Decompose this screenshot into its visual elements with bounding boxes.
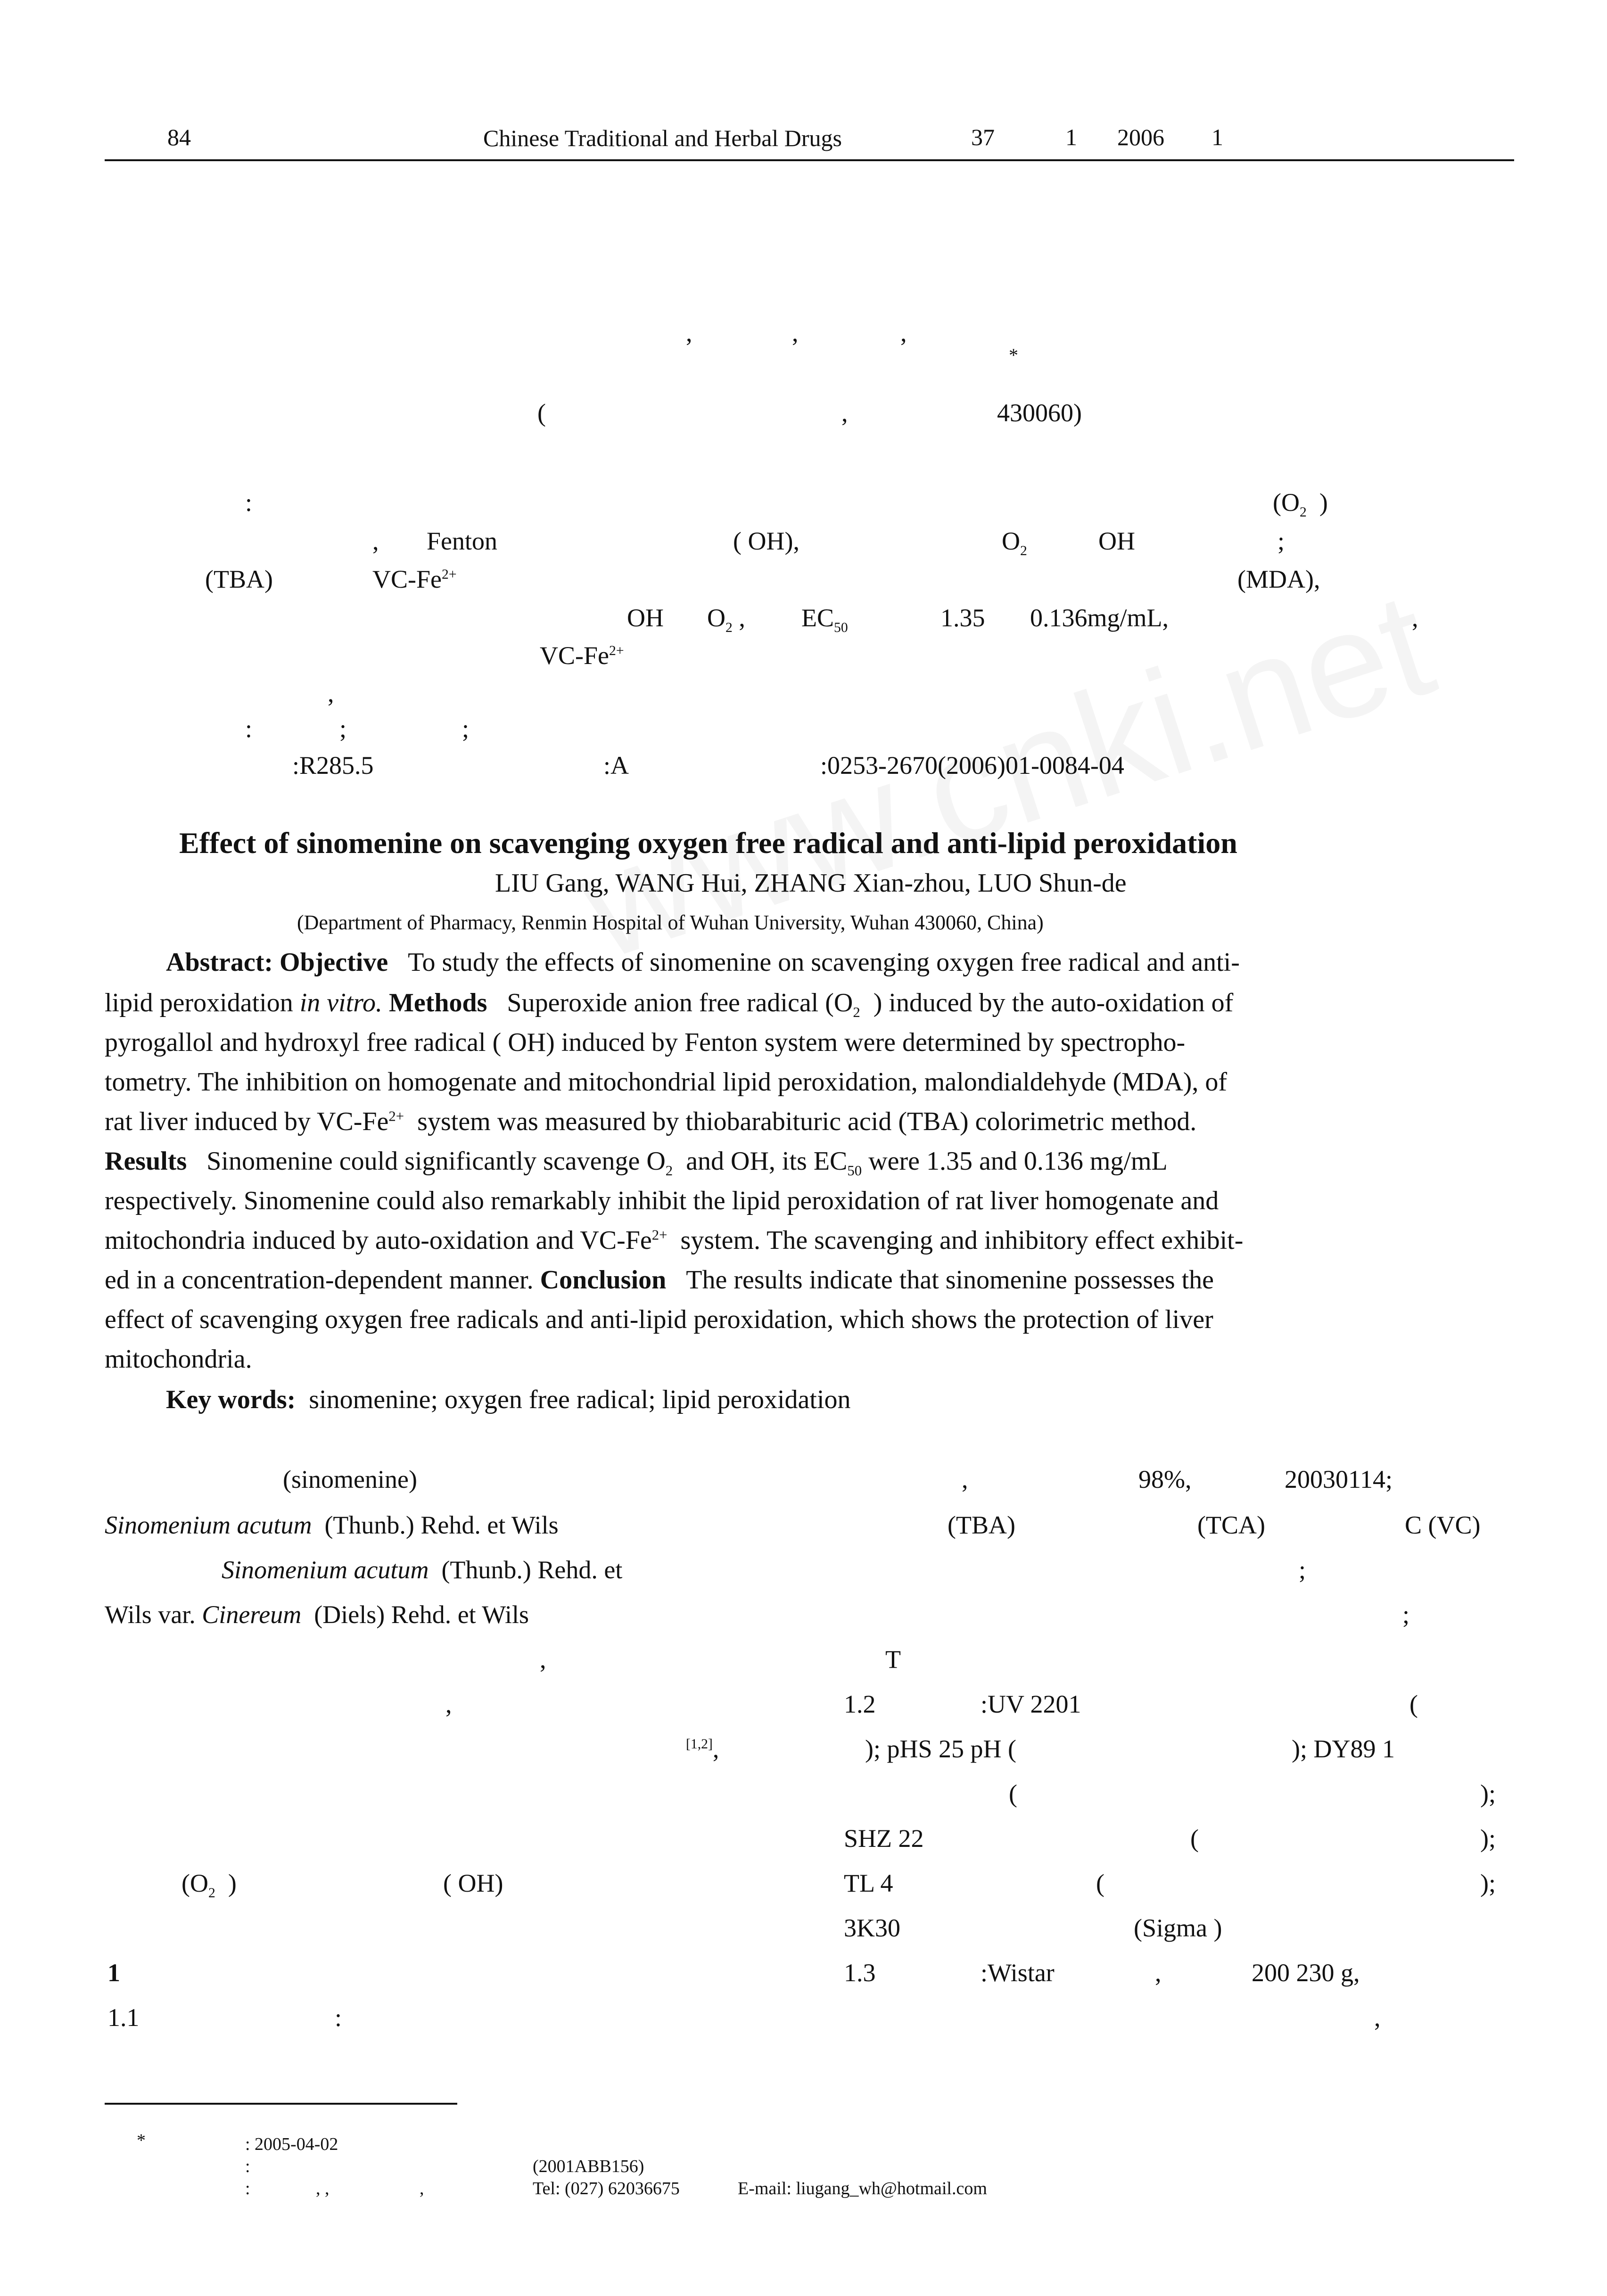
right-l2-tba: (TBA)	[948, 1511, 1015, 1539]
footnote-author-commas: , ,	[316, 2179, 330, 2198]
cn-abs-oh: ( OH),	[733, 527, 799, 555]
abstract-line-10: effect of scavenging oxygen free radicals and anti-lipid peroxidation, which shows the protection of liver	[105, 1305, 1213, 1334]
corresponding-star: *	[1009, 344, 1018, 366]
cn-abs-l2-comma: ,	[372, 527, 379, 555]
cn-abs-l4-val2: 0.136mg/mL,	[1030, 604, 1169, 632]
journal-name: Chinese Traditional and Herbal Drugs	[483, 125, 842, 151]
cn-postcode: 430060)	[997, 399, 1082, 427]
english-authors: LIU Gang, WANG Hui, ZHANG Xian-zhou, LUO Shun-de	[495, 869, 1127, 898]
abstract-line-4: tometry. The inhibition on homogenate and mitochondrial lipid peroxidation, malondialdehyde (MDA), of	[105, 1067, 1228, 1097]
left-line-6: ,	[445, 1690, 452, 1718]
abstract-line-6: Results Sinomenine could significantly scavenge $O_2$ and OH, its $EC_{50}$ were 1.35 and 0.136 mg/mL	[105, 1147, 1168, 1179]
cn-abs-l4-comma2: ,	[1412, 604, 1418, 632]
cn-abs-vcfe: $VC-Fe^{2+}$	[372, 565, 457, 593]
left-line-3: Sinomenium acutum (Thunb.) Rehd. et	[222, 1556, 623, 1584]
right-l9-close: );	[1480, 1824, 1496, 1853]
document-code: :A	[603, 751, 629, 779]
abstract-line-7: respectively. Sinomenine could also remarkably inhibit the lipid peroxidation of rat liver homogenate and	[105, 1186, 1219, 1215]
cn-abstract-o2: ($O_2$ )	[1273, 488, 1328, 520]
abstract-line-8: mitochondria induced by auto-oxidation and $VC-Fe^{2+}$ system. The scavenging and inhibitory effect exhibit-	[105, 1226, 1244, 1255]
conclusion-label: Conclusion	[540, 1265, 667, 1295]
cn-abs-semicolon: ;	[1277, 527, 1285, 555]
right-l1-batch: 20030114;	[1285, 1465, 1393, 1493]
section-1-1-colon: :	[335, 2003, 342, 2032]
footnote-email: E-mail: liugang_wh@hotmail.com	[738, 2179, 987, 2198]
right-l5: T	[885, 1645, 901, 1673]
right-l11-sigma: (Sigma )	[1134, 1914, 1222, 1942]
left-line-8: ($O_2$ )	[181, 1869, 237, 1901]
cn-kw-semi1: ;	[339, 714, 347, 743]
footnote-rule	[105, 2103, 457, 2105]
abstract-line-3: pyrogallol and hydroxyl free radical ( OH) induced by Fenton system were determined by spectropho-	[105, 1028, 1186, 1057]
right-l7-phs: ); pHS 25 pH (	[865, 1735, 1016, 1763]
abstract-label: Abstract:	[166, 948, 273, 977]
right-l8-open: (	[1009, 1779, 1017, 1808]
cn-abs-l4-o2: $O_2$ ,	[707, 604, 745, 635]
footnote-fund-colon: :	[245, 2157, 250, 2176]
month: 1	[1211, 124, 1223, 150]
right-l9-shz: SHZ 22	[844, 1824, 924, 1853]
english-affiliation: (Department of Pharmacy, Renmin Hospital of Wuhan University, Wuhan 430060, China)	[297, 911, 1044, 934]
cn-author-comma-2: ,	[792, 319, 799, 347]
cn-abstract-colon: :	[245, 488, 253, 517]
cn-affil-open: (	[537, 399, 546, 427]
section-1-3-heading: 1.3	[844, 1959, 876, 1987]
right-l1-comma: ,	[962, 1465, 968, 1493]
right-l8-close: );	[1480, 1779, 1496, 1808]
english-title: Effect of sinomenine on scavenging oxygen free radical and anti-lipid peroxidation	[179, 826, 1237, 860]
right-l3: ;	[1299, 1556, 1306, 1584]
cn-author-comma-3: ,	[900, 319, 907, 347]
right-l7-dy: ); DY89 1	[1292, 1735, 1395, 1763]
abstract-line-2: lipid peroxidation in vitro. Methods Superoxide anion free radical ($O_2$ ) induced by the auto-oxidation of	[105, 988, 1234, 1021]
cn-abs-o2: $O_2$	[1002, 527, 1027, 558]
left-line-2: Sinomenium acutum (Thunb.) Rehd. et Wils	[105, 1511, 559, 1539]
footnote-tel: Tel: (027) 62036675	[533, 2179, 680, 2198]
cn-abs-fenton: Fenton	[427, 527, 498, 555]
cn-abs-l6-comma: ,	[328, 679, 334, 707]
results-label: Results	[105, 1147, 187, 1176]
cn-affil-comma: ,	[841, 399, 848, 427]
left-sinomenine: (sinomenine)	[283, 1465, 417, 1493]
year: 2006	[1117, 124, 1164, 150]
right-l12-wistar: :Wistar	[981, 1959, 1055, 1987]
class-number: :R285.5	[292, 751, 374, 779]
right-l12-comma: ,	[1155, 1959, 1162, 1987]
left-line-7: [1,2],	[686, 1735, 719, 1763]
right-l6-paren: (	[1409, 1690, 1418, 1718]
cn-author-comma-1: ,	[686, 319, 692, 347]
citation-ref[interactable]: [1,2]	[686, 1737, 713, 1752]
right-l6-uv: :UV 2201	[981, 1690, 1081, 1718]
right-l1-pct: 98%,	[1138, 1465, 1192, 1493]
left-line-4: Wils var. Cinereum (Diels) Rehd. et Wils	[105, 1600, 529, 1629]
right-l10-close: );	[1480, 1869, 1496, 1897]
right-l2-tca: (TCA)	[1197, 1511, 1265, 1539]
abstract-line-1: Abstract: Objective To study the effects of sinomenine on scavenging oxygen free radical and anti-	[166, 948, 1240, 977]
cn-kw-colon: :	[245, 714, 253, 743]
methods-label: Methods	[388, 988, 487, 1017]
footnote-received-date: : 2005-04-02	[245, 2134, 338, 2154]
right-l11-3k30: 3K30	[844, 1914, 900, 1942]
issue: 1	[1065, 124, 1077, 150]
cn-abs-l4-oh: OH	[627, 604, 664, 632]
section-1-2-heading: 1.2	[844, 1690, 876, 1718]
abstract-line-11: mitochondria.	[105, 1345, 252, 1374]
right-l13: ,	[1374, 2003, 1381, 2032]
right-l4: ;	[1402, 1600, 1410, 1629]
header-rule	[105, 159, 1514, 161]
section-1-1-heading: 1.1	[107, 2003, 140, 2032]
left-line-5: ,	[540, 1645, 546, 1673]
cn-abs-tba: (TBA)	[205, 565, 273, 593]
cn-abs-l4-ec: $EC_{50}$	[801, 604, 848, 635]
abstract-line-9: ed in a concentration-dependent manner. Conclusion The results indicate that sinomenine possesses the	[105, 1265, 1214, 1295]
volume: 37	[971, 124, 995, 150]
page-number: 84	[167, 124, 191, 150]
right-l12-weight: 200 230 g,	[1252, 1959, 1360, 1987]
footnote-star: *	[137, 2131, 146, 2150]
left-line-8-oh: ( OH)	[443, 1869, 503, 1897]
right-l2-vc: C (VC)	[1405, 1511, 1481, 1539]
right-l9-open: (	[1190, 1824, 1199, 1853]
cn-abs-l4-val1: 1.35	[940, 604, 985, 632]
abstract-line-5: rat liver induced by $VC-Fe^{2+}$ system was measured by thiobarabituric acid (TBA) colorimetric method.	[105, 1107, 1197, 1136]
right-l10-open: (	[1096, 1869, 1104, 1897]
cn-abs-l5-vcfe: $VC-Fe^{2+}$	[540, 641, 624, 670]
keywords-line: Key words: sinomenine; oxygen free radical; lipid peroxidation	[166, 1385, 851, 1414]
section-1-heading: 1	[107, 1959, 120, 1987]
cn-abs-oh2: OH	[1098, 527, 1135, 555]
cn-abs-mda: (MDA),	[1237, 565, 1320, 593]
objective-label: Objective	[280, 948, 388, 977]
article-number: :0253-2670(2006)01-0084-04	[820, 751, 1124, 779]
keywords-label: Key words:	[166, 1385, 296, 1414]
right-l10-tl: TL 4	[844, 1869, 893, 1897]
cn-kw-semi2: ;	[462, 714, 470, 743]
footnote-author-comma2: ,	[420, 2179, 424, 2198]
footnote-author-colon: :	[245, 2179, 250, 2198]
footnote-fund: (2001ABB156)	[533, 2157, 644, 2176]
